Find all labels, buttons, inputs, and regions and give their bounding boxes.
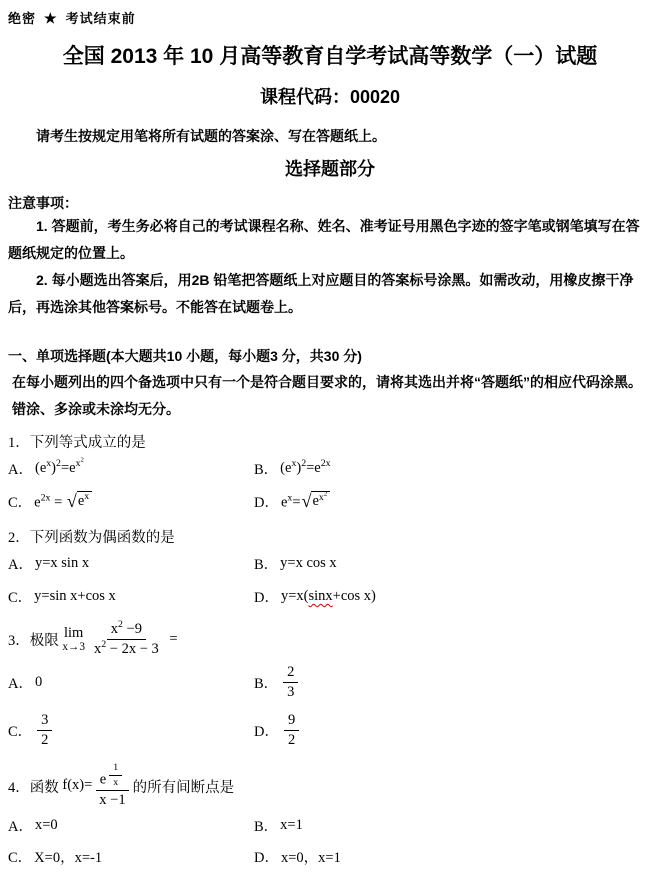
option-formula: x=0 — [34, 816, 58, 833]
question-2-option-d — [254, 580, 376, 613]
question-2-options — [8, 547, 652, 613]
question-3-text: 极限 — [29, 633, 63, 650]
option-formula: 0 — [34, 674, 43, 691]
question-2-option-b — [254, 547, 376, 580]
notice-item-1: 1. 答题前，考生务必将自己的考试课程名称、姓名、准考证号用黑色字迹的签字笔或钢笔填写在答题纸规定的位置上。 — [8, 218, 640, 262]
option-formula: $e^x=$ √ $e^{x^2}$ — [281, 491, 331, 511]
question-2-option-a — [8, 547, 254, 580]
option-label: D． — [254, 495, 279, 512]
question-3-option-a — [8, 667, 254, 698]
option-formula: x=0，x=1 — [280, 849, 341, 866]
question-1-options — [8, 452, 652, 518]
question-4-options — [8, 810, 652, 872]
option-formula: $(e^x)^2=e^{x^2}$ — [34, 456, 84, 477]
question-3-number: 3． — [8, 633, 30, 650]
question-4-option-b — [254, 810, 341, 841]
question-4-formula: f(x)= e $^{\frac{1}{x}}$ x −1 — [62, 762, 132, 809]
option-formula: y=x sin x — [34, 555, 90, 572]
option-label: D． — [254, 849, 279, 866]
question-1-text: 下列等式成立的是 — [29, 435, 146, 452]
timing-label: 考试结束前 — [65, 11, 136, 26]
section-title: 选择题部分 — [285, 159, 375, 179]
question-4-suffix: 的所有间断点是 — [132, 779, 235, 796]
question-4-option-a — [8, 810, 254, 841]
option-label: C． — [8, 849, 33, 866]
question-3-option-d — [254, 707, 302, 755]
question-1-stem — [8, 431, 652, 452]
question-2-number: 2． — [8, 530, 30, 547]
option-label: B． — [254, 676, 279, 693]
question-1-option-c — [8, 485, 254, 518]
option-formula: y=sin x+cos x — [34, 588, 116, 605]
question-2-text: 下列函数为偶函数的是 — [29, 530, 175, 547]
question-3 — [8, 621, 652, 754]
star-icon: ★ — [44, 10, 58, 26]
option-formula: $e^{2x}$ = √ $e^x$ — [34, 491, 93, 511]
option-label: C． — [8, 724, 33, 741]
question-1-number: 1． — [8, 435, 30, 452]
question-3-options — [8, 659, 652, 755]
option-label: D． — [254, 724, 279, 741]
classification-label: 绝密 — [8, 11, 37, 26]
option-formula: y=x cos x — [280, 555, 337, 572]
option-formula: $(e^x)^2=e^{2x}$ — [280, 458, 331, 477]
question-1-option-b — [254, 452, 331, 485]
option-label: A． — [8, 462, 33, 479]
option-formula: y=x(sinx+cos x) — [280, 588, 376, 605]
question-1-option-d — [254, 485, 331, 518]
option-formula: x=1 — [280, 816, 303, 833]
question-3-option-b — [254, 659, 302, 707]
notice-title: 注意事项： — [8, 195, 78, 211]
option-formula: $\frac{2}{3}$ — [280, 664, 301, 702]
option-label: B． — [254, 557, 279, 574]
option-label: A． — [8, 557, 33, 574]
question-4-text: 函数 — [29, 779, 63, 796]
security-classification-line — [8, 8, 652, 27]
question-2-option-c — [8, 580, 254, 613]
option-label: A． — [8, 818, 33, 835]
question-4-number: 4． — [8, 779, 30, 796]
question-list — [8, 431, 652, 872]
question-3-option-c — [8, 707, 254, 755]
option-label: A． — [8, 676, 33, 693]
option-label: D． — [254, 590, 279, 607]
option-formula: $\frac{3}{2}$ — [34, 712, 55, 750]
notice-item-2: 2. 每小题选出答案后，用2B 铅笔把答题纸上对应题目的答案标号涂黑。如需改动，用橡皮擦干净后，再选涂其他答案标号。不能答在试题卷上。 — [8, 272, 634, 316]
question-4-stem — [8, 762, 652, 809]
option-label: C． — [8, 590, 33, 607]
question-3-formula: lim x→3 $\frac{x^2 -9}{x^2 - 2x - 3}$ = — [62, 619, 178, 658]
part1-heading: 一、单项选择题(本大题共10 小题，每小题3 分，共30 分) — [8, 348, 362, 365]
question-3-stem — [8, 621, 652, 659]
question-2 — [8, 526, 652, 613]
question-1 — [8, 431, 652, 518]
option-formula: X=0，x=-1 — [34, 849, 103, 866]
question-4-option-d — [254, 841, 341, 872]
question-2-stem — [8, 526, 652, 547]
option-label: B． — [254, 462, 279, 479]
course-code: 课程代码：00020 — [259, 87, 401, 107]
question-4-option-c — [8, 841, 254, 872]
question-1-option-a — [8, 452, 254, 485]
option-label: B． — [254, 818, 279, 835]
question-4 — [8, 762, 652, 871]
page-title: 全国 2013 年 10 月高等教育自学考试高等数学（一）试题 — [62, 45, 598, 68]
answer-sheet-instruction: 请考生按规定用笔将所有试题的答案涂、写在答题纸上。 — [36, 128, 386, 144]
option-label: C． — [8, 495, 33, 512]
part1-instruction: 在每小题列出的四个备选项中只有一个是符合题目要求的，请将其选出并将“答题纸”的相应代码涂黑。错涂、多涂或未涂均无分。 — [12, 374, 642, 418]
option-formula: $\frac{9}{2}$ — [281, 712, 302, 750]
